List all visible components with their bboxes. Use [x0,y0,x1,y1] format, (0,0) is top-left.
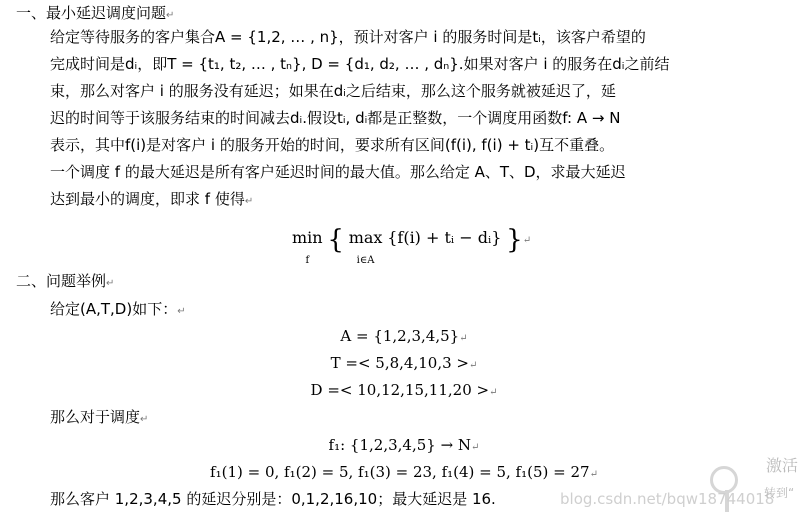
activate-watermark: 激活 [766,456,799,475]
set-T: T =< 5,8,4,10,3 >↵ [330,354,478,372]
paragraph-line: 表示，其中f(i)是对客户 i 的服务开始的时间，要求所有区间(f(i), f(i) + tᵢ)互不重叠。 [50,136,615,154]
delays-line: 那么客户 1,2,3,4,5 的延迟分别是：0,1,2,16,10；最大延迟是 16. [50,490,496,508]
watermark-url: blog.csdn.net/bqw18744018 [560,490,775,508]
paragraph-line: 迟的时间等于该服务结束的时间减去dᵢ.假设tᵢ, dᵢ都是正整数，一个调度用函数f: A → N [50,109,621,127]
given-line: 给定(A,T,D)如下：↵ [50,300,186,318]
activate-watermark-sub: 转到“ [764,486,795,500]
objective-formula: min f { max i∈A {f(i) + tᵢ − dᵢ} }↵ [292,225,532,266]
section-1-heading: 一、最小延迟调度问题↵ [16,4,175,22]
set-D: D =< 10,12,15,11,20 >↵ [310,381,498,399]
schedule-intro: 那么对于调度↵ [50,408,149,426]
set-A: A = {1,2,3,4,5}↵ [340,327,468,345]
paragraph-line: 完成时间是dᵢ，即T = {t₁, t₂, … , tₙ}, D = {d₁, d₂, … , dₙ}.如果对客户 i 的服务在dᵢ之前结 [50,55,670,73]
paragraph-line: 束，那么对客户 i 的服务没有延迟；如果在dᵢ之后结束，那么这个服务就被延迟了，延 [50,82,616,100]
f1-values: f₁(1) = 0, f₁(2) = 5, f₁(3) = 23, f₁(4) = 5, f₁(5) = 27↵ [210,463,598,481]
section-2-heading: 二、问题举例↵ [16,272,115,290]
paragraph-line: 达到最小的调度，即求 f 使得↵ [50,190,254,208]
paragraph-line: 给定等待服务的客户集合A = {1,2, … , n}，预计对客户 i 的服务时间是tᵢ，该客户希望的 [50,28,646,46]
paragraph-line: 一个调度 f 的最大延迟是所有客户延迟时间的最大值。那么给定 A、T、D，求最大延迟 [50,163,626,181]
f1-definition: f₁: {1,2,3,4,5} → N↵ [328,436,480,454]
